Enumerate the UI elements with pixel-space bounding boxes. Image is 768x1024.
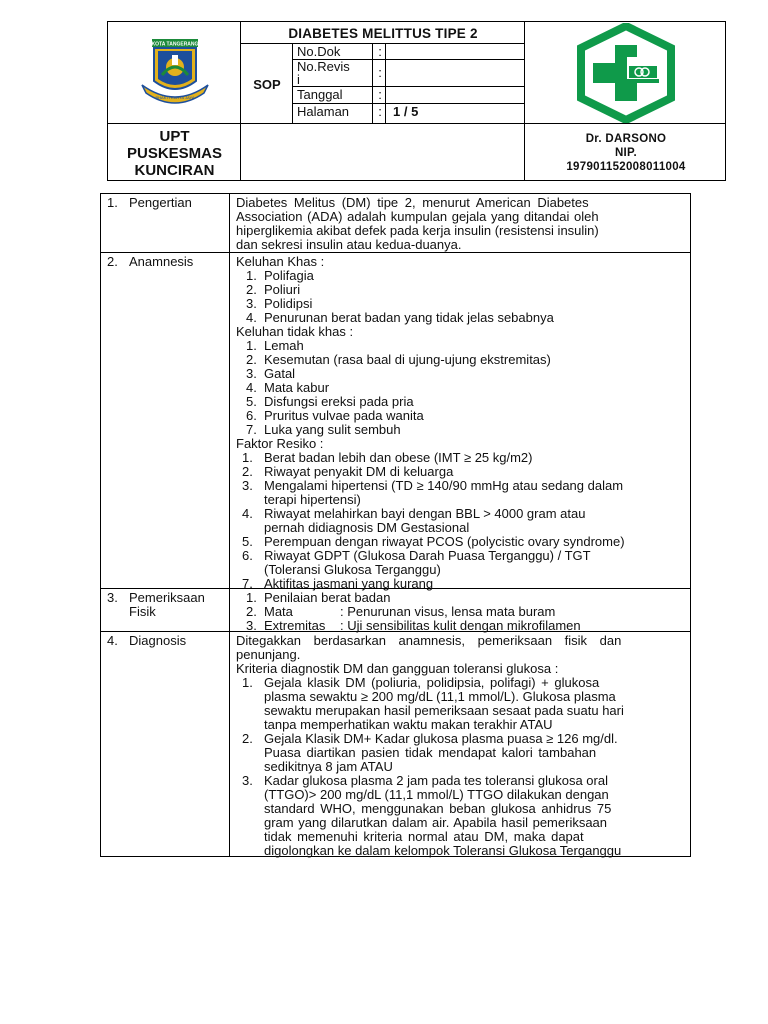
signer-nip: 197901152008011004 bbox=[566, 161, 686, 173]
table-row bbox=[101, 194, 690, 253]
group-title: Keluhan tidak khas : bbox=[236, 324, 354, 339]
table-row bbox=[101, 589, 690, 632]
list-item: 3. Gatal bbox=[246, 366, 296, 381]
meta-row-halaman: Halaman : 1 / 5 bbox=[297, 104, 419, 119]
signer-block bbox=[525, 124, 727, 182]
list-item: 1. Penilaian berat badan bbox=[246, 590, 391, 605]
list-item: 1. Lemah bbox=[246, 338, 304, 353]
group-title: Faktor Resiko : bbox=[236, 436, 324, 451]
sop-header bbox=[107, 21, 726, 181]
table-row bbox=[101, 253, 690, 589]
svg-text:BHAKTI KARYA JAYA: BHAKTI KARYA JAYA bbox=[154, 95, 195, 100]
list-item: 7. Luka yang sulit sembuh bbox=[246, 422, 401, 437]
group-title: Keluhan Khas : bbox=[236, 254, 325, 269]
list-item: 2. Gejala Klasik DM+ Kadar glukosa plasma puasa ≥ 126 mg/dl. Puasa diartikan pasien tidak mendapat kalori tambahan sedikitnya 8 jam ATAU bbox=[242, 731, 618, 774]
list-item: 2. Poliuri bbox=[246, 282, 301, 297]
row-label-pemeriksaan-fisik: 3. Pemeriksaan Fisik bbox=[107, 590, 205, 619]
meta-row-tanggal: Tanggal : bbox=[297, 87, 382, 102]
unit-name: UPT PUSKESMAS KUNCIRAN bbox=[126, 127, 223, 179]
list-item: 5. Disfungsi ereksi pada pria bbox=[246, 394, 414, 409]
city-logo bbox=[108, 22, 241, 124]
signer-nip-label: NIP. bbox=[614, 147, 638, 159]
row-label-pengertian: 1. Pengertian bbox=[107, 195, 192, 210]
meta-row-no-dok: No.Dok : bbox=[297, 44, 382, 59]
row-label-diagnosis: 4. Diagnosis bbox=[107, 633, 187, 648]
list-item: 3. Kadar glukosa plasma 2 jam pada tes toleransi glukosa oral (TTGO)> 200 mg/dL (11,1 mmol/L) TTGO dilakukan dengan standard WHO, menggunakan beban glukosa anhidrus 75 gram yang dilarutkan dalam air. Apabila hasil pemeriksaan tidak memenuhi kriteria normal atau DM, maka dapat digolongkan ke dalam kelompok Toleransi Glukosa Terganggu bbox=[242, 773, 622, 858]
svg-text:KOTA TANGERANG: KOTA TANGERANG bbox=[151, 41, 198, 48]
list-item: 4. Riwayat melahirkan bayi dengan BBL > 4000 gram atau pernah didiagnosis DM Gestasional bbox=[242, 506, 586, 535]
sop-content-table bbox=[100, 193, 691, 857]
list-item: 3. Mengalami hipertensi (TD ≥ 140/90 mmHg atau sedang dalam terapi hipertensi) bbox=[242, 478, 624, 507]
list-item: 2. Mata : Penurunan visus, lensa mata buram bbox=[246, 604, 556, 619]
row-label-anamnesis: 2. Anamnesis bbox=[107, 254, 194, 269]
document-title: DIABETES MELITTUS TIPE 2 bbox=[288, 25, 478, 41]
list-item: 3. Polidipsi bbox=[246, 296, 313, 311]
puskesmas-logo bbox=[525, 22, 727, 124]
list-item: 1. Polifagia bbox=[246, 268, 314, 283]
list-item: 4. Mata kabur bbox=[246, 380, 330, 395]
sop-label: SOP bbox=[253, 76, 281, 92]
kota-tangerang-emblem-icon bbox=[132, 37, 218, 109]
list-item: 6. Pruritus vulvae pada wanita bbox=[246, 408, 424, 423]
anamnesis-content bbox=[236, 255, 684, 591]
list-item: 6. Riwayat GDPT (Glukosa Darah Puasa Terganggu) / TGT (Toleransi Glukosa Terganggu) bbox=[242, 548, 591, 577]
health-cross-icon bbox=[571, 23, 681, 123]
list-item: 2. Riwayat penyakit DM di keluarga bbox=[242, 464, 454, 479]
meta-row-no-revisi: No.Revis i : bbox=[297, 59, 382, 87]
diagnosis-content: Ditegakkan berdasarkan anamnesis, pemeriksaan fisik dan penunjang. Kriteria diagnostik DM dan gangguan toleransi glukosa : 1. Gejala klasik DM (poliuria, polidipsia, polifagi) + glukosa plasma sewaktu ≥ 200 mg/dL (11,1 mmol/L). Glukosa plasma sewaktu merupakan hasil pemeriksaan sesaat pada suatu hari tanpa memperhatikan waktu makan terakhir ATAU 2. Gejala Klasik DM+ Kadar glukosa plasma puasa ≥ 126 mg/dl. Puasa diartikan pasien tidak mendapat kalori tambahan sedikitnya 8 jam ATAU 3. Kadar glukosa plasma 2 jam pada tes toleransi glukosa oral (TTGO)> 200 mg/dL (11,1 mmol/L) TTGO dilakukan dengan standard WHO, menggunakan beban glukosa anhidrus 75 gram yang dilarutkan dalam air. Apabila hasil pemeriksaan tidak memenuhi kriteria normal atau DM, maka dapat digolongkan ke dalam kelompok Toleransi Glukosa Terganggu bbox=[236, 634, 684, 858]
list-item: 3. Extremitas : Uji sensibilitas kulit dengan mikrofilamen bbox=[246, 618, 581, 633]
pemeriksaan-fisik-content bbox=[236, 591, 684, 633]
list-item: 4. Penurunan berat badan yang tidak jelas sebabnya bbox=[246, 310, 554, 325]
criteria-title: Kriteria diagnostik DM dan gangguan toleransi glukosa : bbox=[236, 661, 559, 676]
list-item: 7. Aktifitas jasmani yang kurang bbox=[242, 576, 434, 591]
pengertian-text: Diabetes Melitus (DM) tipe 2, menurut American Diabetes Association (ADA) adalah kumpulan gejala yang ditandai oleh hiperglikemia akibat defek pada kerja insulin (resistensi insulin) dan sekresi insulin atau kedua-duanya. bbox=[236, 195, 599, 252]
list-item: 1. Berat badan lebih dan obese (IMT ≥ 25 kg/m2) bbox=[242, 450, 533, 465]
list-item: 5. Perempuan dengan riwayat PCOS (polycistic ovary syndrome) bbox=[242, 534, 625, 549]
table-row bbox=[101, 632, 690, 856]
signer-name: Dr. DARSONO bbox=[585, 133, 667, 145]
list-item: 2. Kesemutan (rasa baal di ujung-ujung ekstremitas) bbox=[246, 352, 551, 367]
list-item: 1. Gejala klasik DM (poliuria, polidipsia, polifagi) + glukosa plasma sewaktu ≥ 200 mg/dL (11,1 mmol/L). Glukosa plasma sewaktu merupakan hasil pemeriksaan sesaat pada suatu hari tanpa memperhatikan waktu makan terakhir ATAU bbox=[242, 675, 624, 732]
